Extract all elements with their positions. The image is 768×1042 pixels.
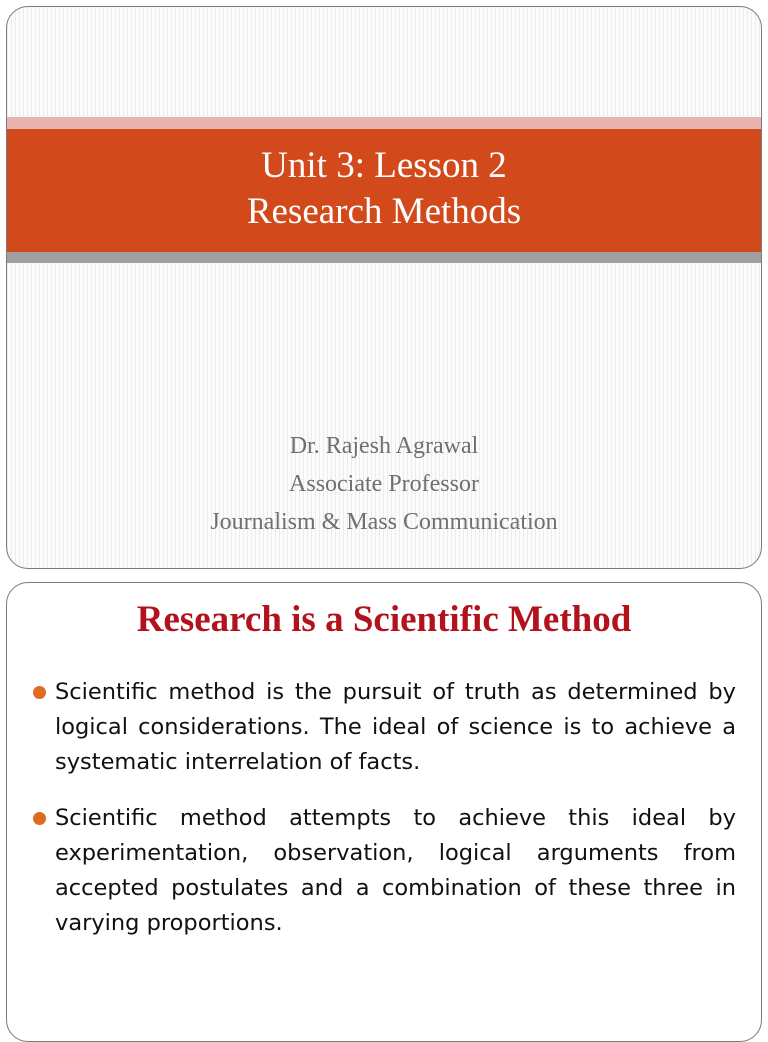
accent-stripe-top <box>7 117 761 129</box>
title-slide <box>6 6 762 569</box>
content-slide <box>6 582 762 1042</box>
slide-title-line-1: Unit 3: Lesson 2 <box>261 145 507 186</box>
bullet-dot-icon <box>33 812 46 825</box>
author-position: Associate Professor <box>289 471 479 497</box>
slide-title-line-2: Research Methods <box>246 191 522 232</box>
accent-stripe-bottom <box>7 252 761 263</box>
slide-title <box>7 143 761 235</box>
bullet-item-1 <box>55 675 736 780</box>
author-block <box>7 427 761 541</box>
author-name: Dr. Rajesh Agrawal <box>289 433 479 459</box>
bullet-text-1: Scientific method is the pursuit of truth as determined by logical considerations. The ideal of science is to achieve a systematic interrelation of facts. <box>55 679 736 775</box>
bullet-text-2: Scientific method attempts to achieve this ideal by experimentation, observation, logical arguments from accepted postulates and a combination of these three in varying proportions. <box>55 805 736 936</box>
content-slide-title: Research is a Scientific Method <box>136 599 632 640</box>
bullet-item-2 <box>55 801 736 941</box>
bullet-dot-icon <box>33 686 46 699</box>
author-department: Journalism & Mass Communication <box>210 509 558 535</box>
title-band <box>7 129 761 252</box>
